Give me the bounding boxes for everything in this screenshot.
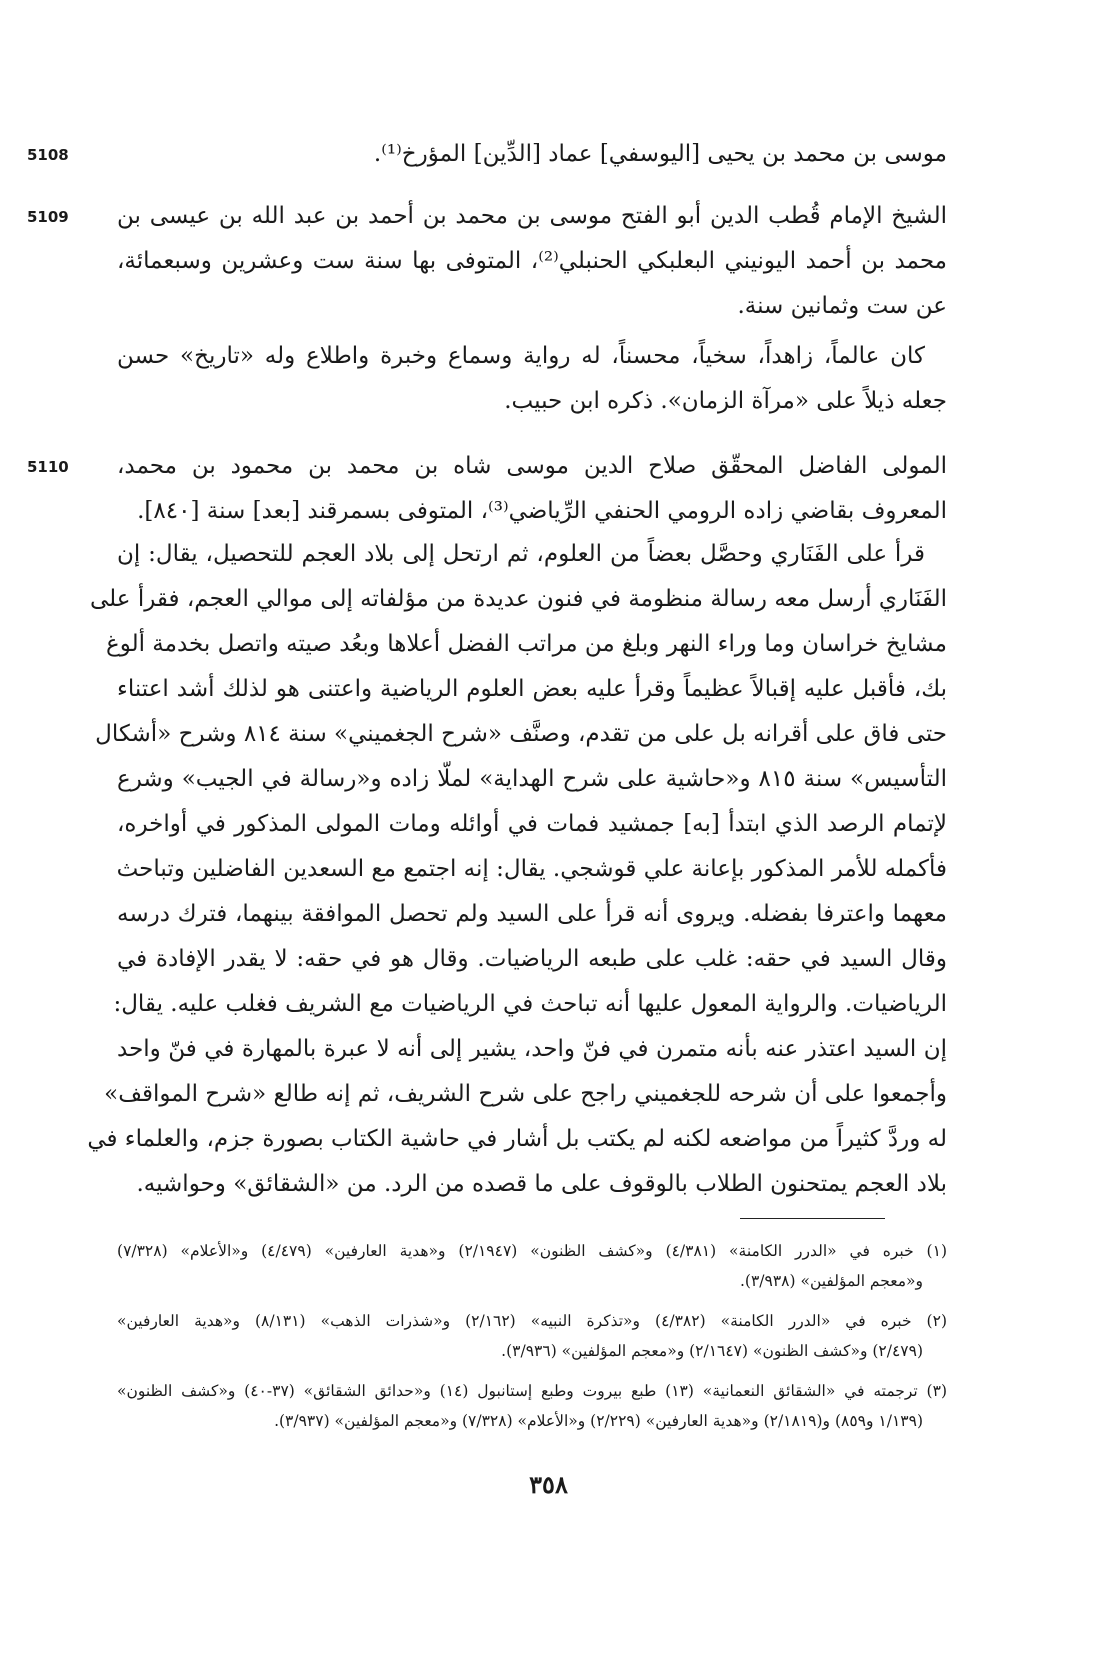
footnote-2 bbox=[117, 1306, 947, 1366]
entry-line: له وردَّ كثيراً من مواضعه لكنه لم يكتب بل أشار في حاشية الكتاب بصورة جزم، والعلماء في bbox=[87, 1126, 947, 1152]
footnote-line: (٣) ترجمته في «الشقائق النعمانية» (١٣) طبع بيروت وطبع إستانبول (١٤) و«حدائق الشقائق» (٣٧-٤٠) و«كشف الظنون» bbox=[117, 1382, 947, 1400]
entry-line: لإتمام الرصد الذي ابتدأ [به] جمشيد فمات في أوائله ومات المولى المذكور في أواخره، bbox=[117, 811, 947, 837]
entry-5110 bbox=[27, 448, 947, 1203]
entry-line: بك، فأقبل عليه إقبالاً عظيماً وقرأ عليه بعض العلوم الرياضية واعتنى هو لذلك أشد اعتناء bbox=[117, 676, 947, 702]
entry-5109 bbox=[27, 198, 947, 420]
footnote-3 bbox=[117, 1376, 947, 1436]
entry-line: إن السيد اعتذر عنه بأنه متمرن في فنّ واحد، يشير إلى أنه لا عبرة بالمهارة في فنّ واحد bbox=[117, 1036, 947, 1062]
footnote-line: (٢/٤٧٩) و«كشف الظنون» (٢/١٦٤٧) و«معجم المؤلفين» (٣/٩٣٦). bbox=[501, 1342, 923, 1360]
entry-number: 5110 bbox=[27, 458, 69, 476]
footnote-separator bbox=[740, 1218, 885, 1219]
entry-line: معهما واعترفا بفضله. ويروى أنه قرأ على السيد ولم تحصل الموافقة بينهما، فترك درسه bbox=[117, 901, 947, 927]
entry-line: المولى الفاضل المحقّق صلاح الدين موسى شاه بن محمد بن محمود بن محمد، bbox=[117, 453, 947, 479]
entry-line: وأجمعوا على أن شرحه للجغميني راجح على شرح الشريف، ثم إنه طالع «شرح المواقف» bbox=[104, 1081, 947, 1107]
entry-line: قرأ على الفَنَاري وحصَّل بعضاً من العلوم، ثم ارتحل إلى بلاد العجم للتحصيل، يقال: إن bbox=[117, 541, 925, 567]
entry-line: كان عالماً، زاهداً، سخياً، محسناً، له رواية وسماع وخبرة واطلاع وله «تاريخ» حسن bbox=[117, 343, 925, 369]
entry-line: محمد بن أحمد اليونيني البعلبكي الحنبلي⁽²⁾، المتوفى بها سنة ست وعشرين وسبعمائة، bbox=[117, 248, 947, 274]
entry-line: عن ست وثمانين سنة. bbox=[737, 293, 947, 319]
entry-line: وقال السيد في حقه: غلب على طبعه الرياضيات. وقال هو في حقه: لا يقدر الإفادة في bbox=[117, 946, 947, 972]
entry-5108 bbox=[27, 136, 947, 173]
entry-line: الفَنَاري أرسل معه رسالة منظومة في فنون عديدة من مؤلفاته إلى موالي العجم، فقرأ على bbox=[90, 586, 947, 612]
entry-number: 5109 bbox=[27, 208, 69, 226]
entry-line: حتى فاق على أقرانه بل على من تقدم، وصنَّف «شرح الجغميني» سنة ٨١٤ وشرح «أشكال bbox=[95, 721, 947, 747]
entry-line: جعله ذيلاً على «مرآة الزمان». ذكره ابن حبيب. bbox=[504, 388, 947, 414]
entry-line: موسى بن محمد بن يحيى [اليوسفي] عماد [الدِّين] المؤرخ⁽¹⁾. bbox=[373, 141, 947, 167]
entry-line: الرياضيات. والرواية المعول عليها أنه تباحث في الرياضيات مع الشريف فغلب عليه. يقال: bbox=[113, 991, 947, 1017]
entry-line: التأسيس» سنة ٨١٥ و«حاشية على شرح الهداية» لملّا زاده و«رسالة في الجيب» وشرع bbox=[117, 766, 947, 792]
entry-number: 5108 bbox=[27, 146, 69, 164]
footnote-line: (٢) خبره في «الدرر الكامنة» (٤/٣٨٢) و«تذكرة النبيه» (٢/١٦٢) و«شذرات الذهب» (٨/١٣١) و«هدية العارفين» bbox=[117, 1312, 947, 1330]
footnote-line: و«معجم المؤلفين» (٣/٩٣٨). bbox=[739, 1272, 923, 1290]
entry-line: المعروف بقاضي زاده الرومي الحنفي الرِّياضي⁽³⁾، المتوفى بسمرقند [بعد] سنة [٨٤٠]. bbox=[137, 498, 947, 524]
footnote-1 bbox=[117, 1236, 947, 1296]
entry-line: فأكمله للأمر المذكور بإعانة علي قوشجي. يقال: إنه اجتمع مع السعدين الفاضلين وتباحث bbox=[116, 856, 947, 882]
page-number: ٣٥٨ bbox=[529, 1470, 568, 1499]
footnote-line: (١) خبره في «الدرر الكامنة» (٤/٣٨١) و«كشف الظنون» (٢/١٩٤٧) و«هدية العارفين» (٤/٤٧٩) و«الأعلام» (٧/٣٢٨) bbox=[117, 1242, 947, 1260]
entry-line: الشيخ الإمام قُطب الدين أبو الفتح موسى بن محمد بن أحمد بن عبد الله بن عيسى بن bbox=[117, 203, 947, 229]
footnote-line: (١/١٣٩ و٨٥٩) و(٢/١٨١٩) و«هدية العارفين» (٢/٢٢٩) و«الأعلام» (٧/٣٢٨) و«معجم المؤلفين» (٣/٩٣٧). bbox=[274, 1412, 923, 1430]
entry-line: مشايخ خراسان وما وراء النهر وبلغ من مراتب الفضل أعلاها وبعُد صيته واتصل بخدمة ألوغ bbox=[105, 631, 947, 657]
entry-line: بلاد العجم يمتحنون الطلاب بالوقوف على ما قصده من الرد. من «الشقائق» وحواشيه. bbox=[136, 1171, 947, 1197]
